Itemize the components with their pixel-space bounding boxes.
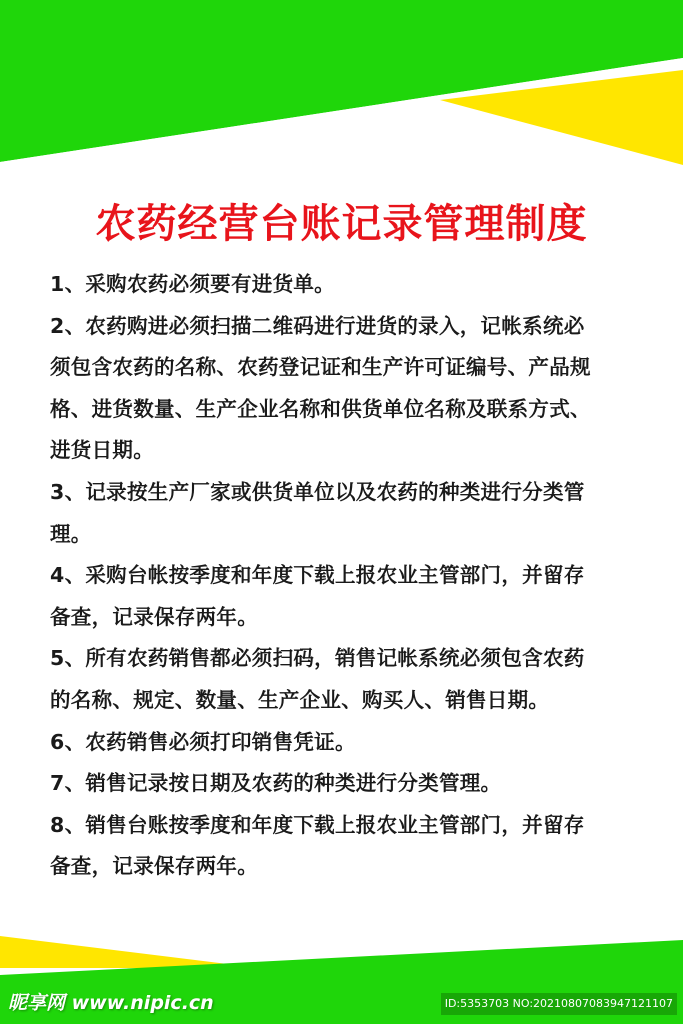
rule-line: 的名称、规定、数量、生产企业、购买人、销售日期。 (50, 687, 550, 712)
watermark-id: ID:5353703 NO:20210807083947121107 (441, 993, 677, 1015)
rule-line: 6、农药销售必须打印销售凭证。 (50, 729, 356, 754)
rule-line: 格、进货数量、生产企业名称和供货单位名称及联系方式、 (50, 396, 591, 421)
bottom-yellow-band (0, 936, 260, 968)
rule-item (50, 805, 650, 888)
rule-line: 备查，记录保存两年。 (50, 604, 258, 629)
rule-line: 5、所有农药销售都必须扫码，销售记帐系统必须包含农药 (50, 646, 585, 671)
rule-line: 1、采购农药必须要有进货单。 (50, 272, 335, 296)
rule-item (50, 763, 650, 805)
rule-item (50, 555, 650, 638)
rule-item (50, 264, 650, 306)
rule-line: 3、记录按生产厂家或供货单位以及农药的种类进行分类管 (50, 479, 585, 504)
rule-item (50, 722, 650, 764)
rule-line: 2、农药购进必须扫描二维码进行进货的录入，记帐系统必 (50, 313, 585, 338)
rule-line: 7、销售记录按日期及农药的种类进行分类管理。 (50, 771, 502, 796)
rule-item (50, 306, 650, 472)
rule-line: 备查，记录保存两年。 (50, 854, 258, 879)
page-title: 农药经营台账记录管理制度 (95, 201, 588, 247)
rule-item (50, 472, 650, 555)
rule-item (50, 638, 650, 721)
rule-line: 4、采购台帐按季度和年度下载上报农业主管部门，并留存 (50, 563, 585, 588)
rules-list (50, 264, 650, 888)
rule-line: 理。 (50, 521, 92, 546)
watermark-logo: 昵享网 www.nipic.cn (8, 992, 214, 1014)
rule-line: 进货日期。 (50, 438, 154, 463)
rule-line: 须包含农药的名称、农药登记证和生产许可证编号、产品规 (50, 355, 591, 380)
rule-line: 8、销售台账按季度和年度下载上报农业主管部门，并留存 (50, 812, 585, 837)
